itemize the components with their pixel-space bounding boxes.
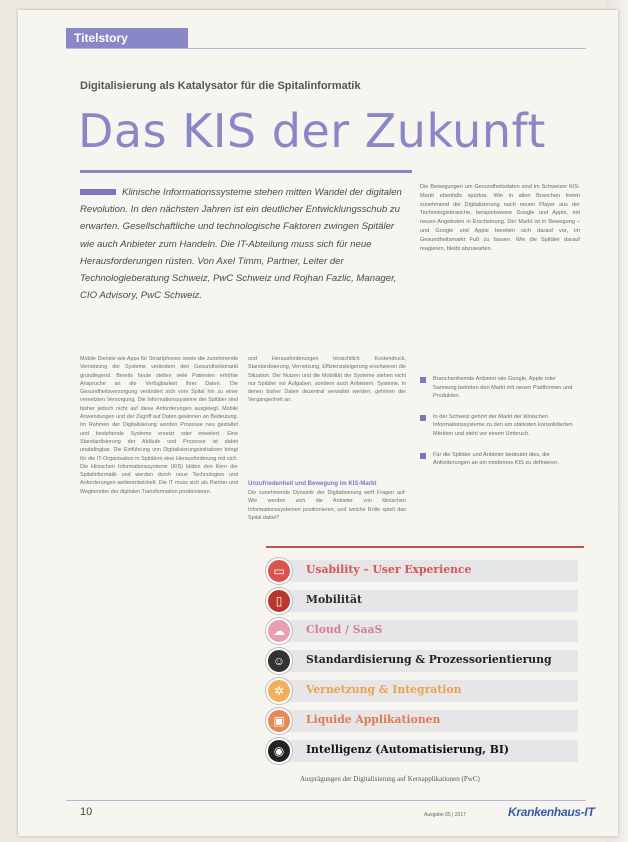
tablet-icon: ▯	[266, 588, 292, 614]
bullet-text: In der Schweiz gehört der Markt der klinischen Informationssysteme zu den am stärksten konsolidierten Märkten und steht vor einem Umbruch.	[433, 413, 573, 437]
section-text: Die zunehmende Dynamik der Digitalisierung wirft Fragen auf: Wie werden sich die Anbieter von klinischen Informationssystemen positionieren, und welche Rolle spielt das Spital dabei?	[248, 490, 406, 521]
article-subtitle: Digitalisierung als Katalysator für die Spitalinformatik	[80, 80, 361, 92]
graphic-caption: Ausprägungen der Digitalisierung auf Kernapplikationen (PwC)	[300, 775, 480, 783]
graphic-row	[266, 558, 584, 584]
bullet-list	[420, 375, 580, 480]
row-label: Liquide Applikationen	[306, 713, 441, 726]
digitalization-graphic	[266, 558, 584, 768]
network-icon: ✲	[266, 678, 292, 704]
header-rule	[66, 48, 586, 49]
bullet-text: Für die Spitäler und Anbieter bedeutet dies, die Anforderungen an ein modernes KIS zu definieren.	[433, 451, 559, 467]
row-label: Vernetzung & Integration	[306, 683, 462, 696]
body-column-1: Mobile Dienste wie Apps für Smartphones sowie die zunehmende Vernetzung der Systeme verändern den Gesundheitsmarkt grundlegend. Bereits heute stellen viele Patienten erhöhte Ansprüche an die Verfügbarkeit ihrer Daten. Die Gesundheitsversorgung verändert sich vom Spital hin zu einer vernetzten Versorgung. Die Informationssysteme der Spitäler sind bisher jedoch nicht auf diese Anforderungen ausgelegt. Mobile Anwendungen und der Zugriff auf Daten gewinnen an Bedeutung. Im Rahmen der Digitalisierung werden Prozesse neu gestaltet und bestehende Systeme ersetzt oder erweitert. Eine Standardisierung der Abläufe und Prozesse ist dabei unabdingbar. Die Einführung von Digitalisierungsinitiativen bringt für die IT-Organisation in Spitälern eine Herausforderung mit sich. Die klinischen Informationssysteme (KIS) bilden den Kern der Spitalinformatik und werden durch neue Technologien und Anforderungen weiterentwickelt. Die IT muss sich als Partner und Wegbereiter der digitalen Transformation positionieren.	[80, 356, 238, 495]
row-label: Cloud / SaaS	[306, 623, 383, 636]
issue-label: Ausgabe 05 | 2017	[424, 812, 466, 818]
bullet-marker	[420, 377, 426, 383]
row-label: Intelligenz (Automatisierung, BI)	[306, 743, 510, 756]
article-lead	[80, 184, 410, 304]
section-kicker: Titelstory	[66, 28, 188, 48]
title-rule	[80, 170, 412, 173]
people-icon: ☺	[266, 648, 292, 674]
article-title: Das KIS der Zukunft	[78, 104, 546, 158]
lead-marker	[80, 189, 116, 195]
graphic-row	[266, 708, 584, 734]
row-label: Mobilität	[306, 593, 362, 606]
graphic-row	[266, 648, 584, 674]
graphic-row	[266, 618, 584, 644]
row-label: Standardisierung & Prozessorientierung	[306, 653, 552, 666]
monitor-icon: ▭	[266, 558, 292, 584]
bullet-marker	[420, 415, 426, 421]
body-column-2-section	[248, 480, 406, 522]
brain-icon: ◉	[266, 738, 292, 764]
brand-logo: Krankenhaus-IT	[508, 805, 595, 819]
graphic-row	[266, 588, 584, 614]
graphic-row	[266, 738, 584, 764]
cloud-icon: ☁	[266, 618, 292, 644]
graphic-top-rule	[266, 546, 584, 548]
bullet-text: Branchenfremde Anbieter wie Google, Apple oder Samsung betreten den Markt mit neuen Plattformen und Produkten.	[433, 376, 573, 400]
footer-rule	[66, 800, 586, 801]
lead-text: Klinische Informationssysteme stehen mitten Wandel der digitalen Revolution. In den nächsten Jahren ist ein deutlicher Entwicklungsschub zu erwarten. Gesellschaftliche und technologische Faktoren zwingen Spitäler wie auch Anbieter zum Handeln. Die IT-Abteilung muss sich für neue Herausforderungen rüsten. Von Axel Timm, Partner, Leiter der Technologieberatung Schweiz, PwC Schweiz und Rojhan Fazlic, Manager, CIO Advisory, PwC Schweiz.	[80, 187, 402, 302]
row-label: Usability – User Experience	[306, 563, 472, 576]
bullet-marker	[420, 453, 426, 459]
app-icon: ▣	[266, 708, 292, 734]
side-intro-text: Die Bewegungen um Gesundheitsdaten sind im Schweizer KIS-Markt ebenfalls spürbar. Wie in allen Branchen treten zunehmend die Digitalisierung nach neuen Player aus der Technologiebranche, beispielsweise Google und Apple, mit neuen Angeboten in Erscheinung. Der Markt ist in Bewegung – und Google und Apple bereiten sich darauf vor, im Gesundheitsmarkt Fuß zu fassen. Wie die Spitäler darauf reagieren, bleibt abzuwarten.	[420, 184, 580, 252]
bullet-item	[420, 413, 580, 439]
page-number: 10	[80, 806, 93, 818]
bullet-item	[420, 451, 580, 468]
section-heading: Unzufriedenheit und Bewegung im KIS-Markt	[248, 481, 377, 487]
body-column-2: und Herausforderungen hinsichtlich Kostendruck, Standardisierung, Vernetzung, Effizienzsteigerung erschweren die Situation. Der Nutzen und die Mobilität der Systeme stehen nicht nur Spitäler vor Aufgaben, sondern auch Anbietern. Systeme, in denen bisher Daten dezentral verwaltet werden, gehören der Vergangenheit an.	[248, 356, 406, 404]
bullet-item	[420, 375, 580, 401]
graphic-row	[266, 678, 584, 704]
